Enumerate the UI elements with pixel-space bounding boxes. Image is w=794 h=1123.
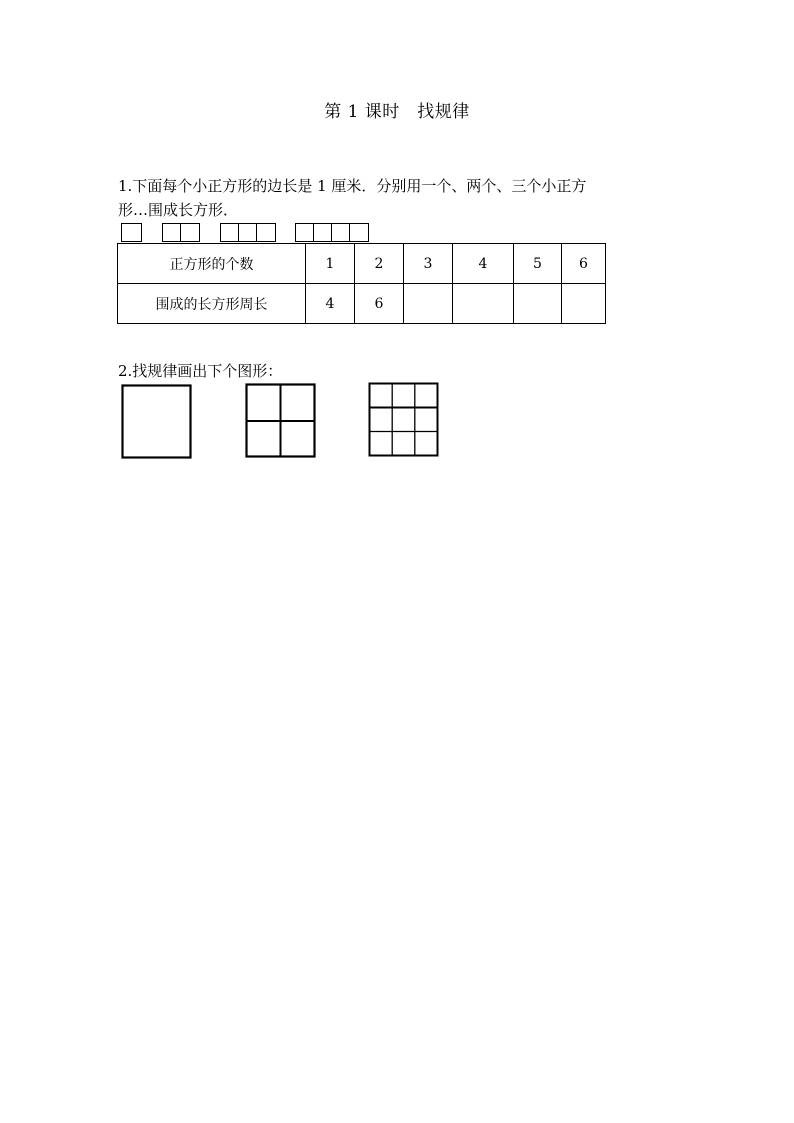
table-cell: 2 xyxy=(355,244,404,284)
strip-1-square xyxy=(121,223,142,242)
table-cell: 5 xyxy=(514,244,562,284)
table-cell: 1 xyxy=(306,244,355,284)
answer-cell[interactable] xyxy=(404,284,453,324)
table-row-perimeter xyxy=(118,284,606,324)
strip-3-squares xyxy=(220,223,276,242)
table-cell: 4 xyxy=(306,284,355,324)
grid-figure-2x2 xyxy=(245,383,317,459)
answer-cell[interactable] xyxy=(562,284,606,324)
grid-figure-3x3 xyxy=(368,382,440,458)
question-1-line-1: 1.下面每个小正方形的边长是 1 厘米．分别用一个、两个、三个小正方 xyxy=(118,177,587,195)
row-header-perimeter: 围成的长方形周长 xyxy=(118,284,306,324)
table-cell: 6 xyxy=(355,284,404,324)
row-header-count: 正方形的个数 xyxy=(118,244,306,284)
question-2: 2.找规律画出下个图形： xyxy=(118,362,283,380)
page-title: 第 1 课时 找规律 xyxy=(324,102,470,122)
strip-2-squares xyxy=(162,223,200,242)
grid-figure-1x1 xyxy=(121,384,193,460)
table-cell: 6 xyxy=(562,244,606,284)
answer-cell[interactable] xyxy=(453,284,514,324)
table-cell: 4 xyxy=(453,244,514,284)
table-row-count xyxy=(118,244,606,284)
perimeter-table xyxy=(117,243,606,324)
question-1 xyxy=(118,174,678,222)
answer-cell[interactable] xyxy=(514,284,562,324)
question-1-line-2: 形…围成长方形． xyxy=(118,201,239,219)
strip-4-squares xyxy=(295,223,369,242)
table-cell: 3 xyxy=(404,244,453,284)
